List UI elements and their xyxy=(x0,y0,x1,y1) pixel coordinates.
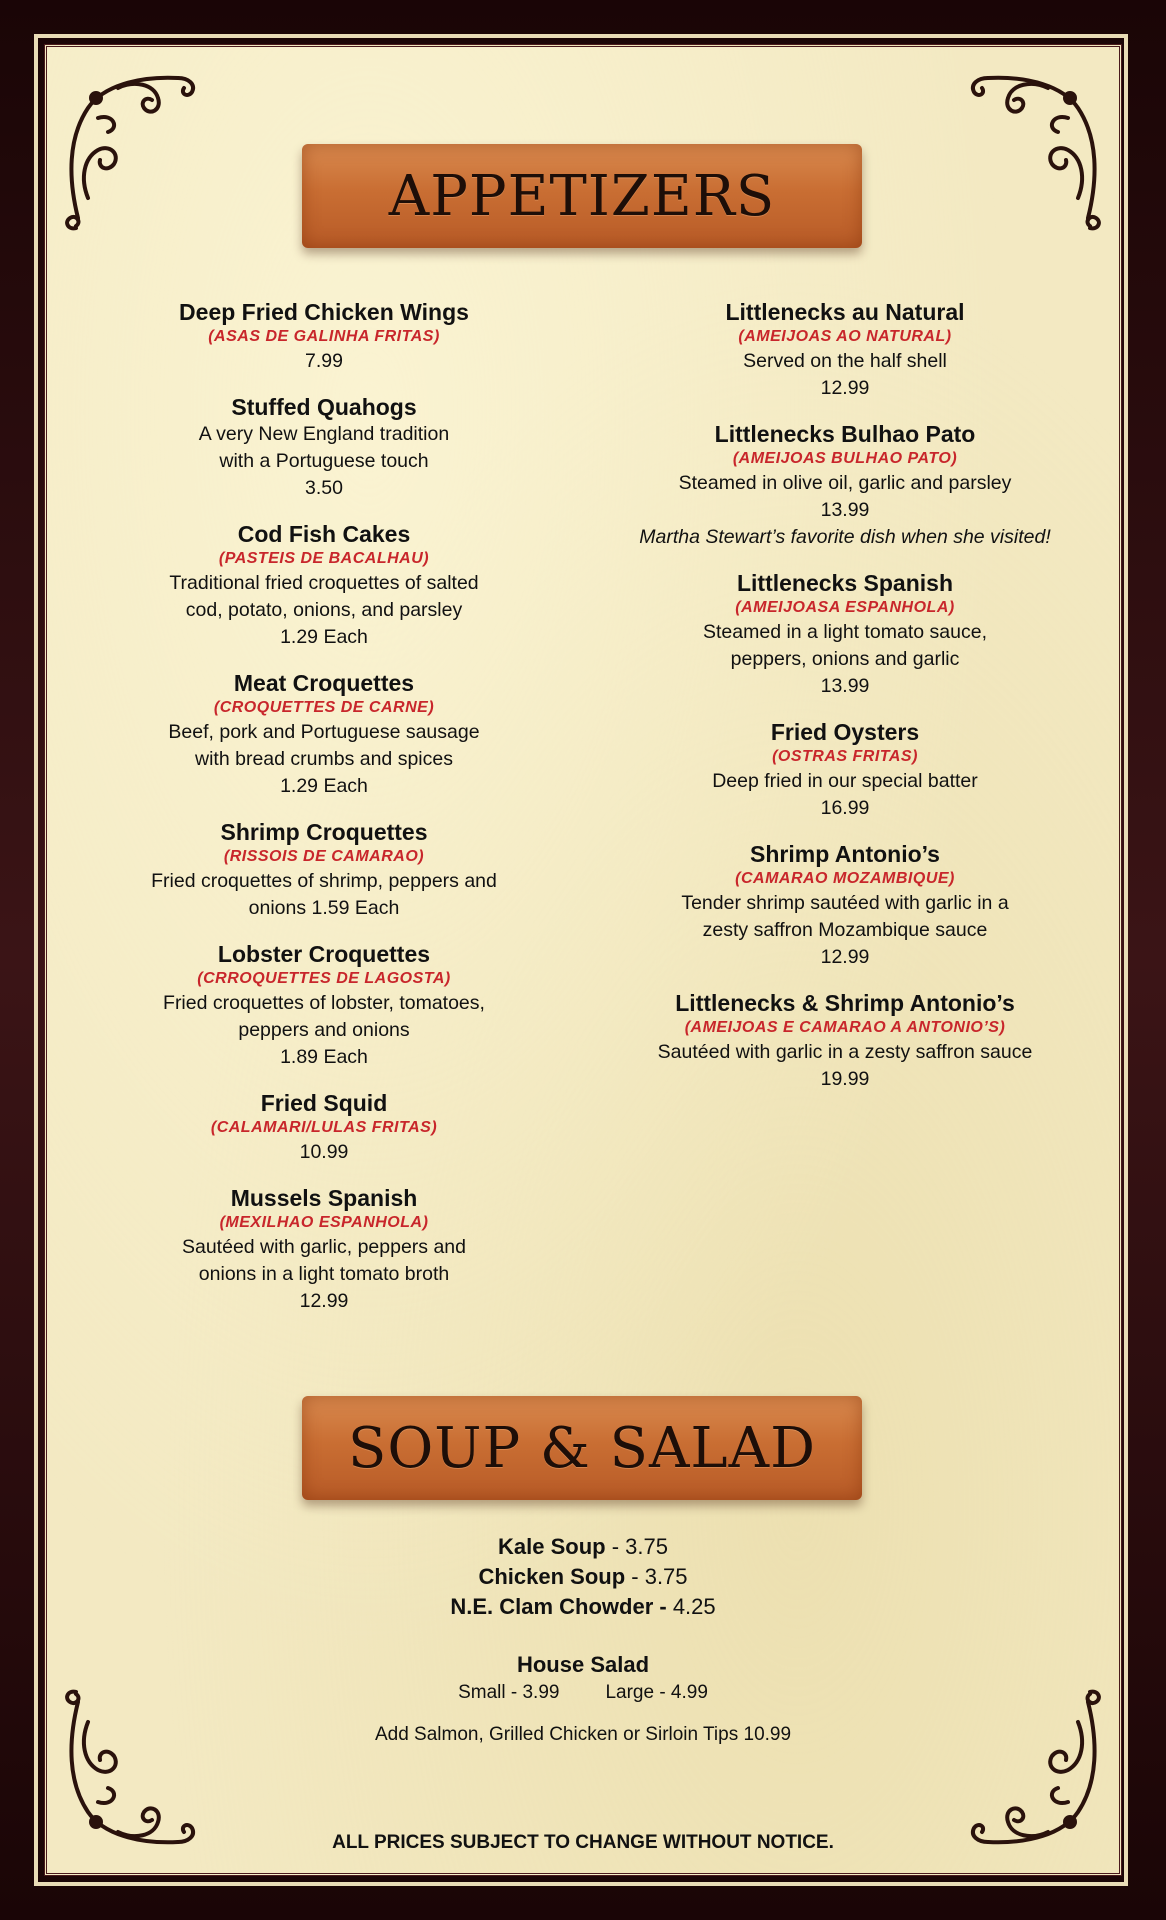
menu-item xyxy=(120,669,528,800)
item-price: 7.99 xyxy=(305,350,343,372)
item-description: with a Portuguese touch xyxy=(219,450,429,472)
item-description: Tender shrimp sautéed with garlic in a xyxy=(681,892,1009,914)
section-title: SOUP & SALAD xyxy=(348,1415,816,1481)
item-portuguese-name: (MEXILHAO ESPANHOLA) xyxy=(219,1214,429,1231)
item-portuguese-name: (CALAMARI/LULAS FRITAS) xyxy=(210,1119,438,1136)
appetizers-banner xyxy=(302,144,862,248)
item-description: Deep fried in our special batter xyxy=(712,770,978,792)
menu-item xyxy=(120,520,528,651)
menu-item xyxy=(120,1089,528,1166)
item-portuguese-name: (OSTRAS FRITAS) xyxy=(772,748,918,765)
menu-item xyxy=(120,940,528,1071)
corner-flourish-icon xyxy=(958,58,1108,238)
item-description: with bread crumbs and spices xyxy=(195,748,453,770)
salad-addon: Add Salmon, Grilled Chicken or Sirloin Tips 10.99 xyxy=(374,1724,792,1745)
item-description: Fried croquettes of lobster, tomatoes, xyxy=(163,992,485,1014)
item-portuguese-name: (AMEIJOASA ESPANHOLA) xyxy=(735,599,955,616)
menu-item xyxy=(600,718,1090,822)
salad-title: House Salad xyxy=(516,1652,650,1677)
salad-small-price: Small - 3.99 xyxy=(458,1682,560,1703)
soup-name: N.E. Clam Chowder - xyxy=(450,1594,667,1619)
item-portuguese-name: (AMEIJOAS BULHAO PATO) xyxy=(732,450,958,467)
item-price: 12.99 xyxy=(820,377,870,399)
item-price: 12.99 xyxy=(299,1290,349,1312)
item-description: Traditional fried croquettes of salted xyxy=(169,572,479,594)
item-description: zesty saffron Mozambique sauce xyxy=(702,919,988,941)
item-price: 3.50 xyxy=(305,477,343,499)
menu-item xyxy=(120,818,528,922)
menu-item xyxy=(600,840,1090,971)
item-description: A very New England tradition xyxy=(198,423,450,445)
menu-item xyxy=(600,989,1090,1093)
item-price: 1.29 Each xyxy=(280,775,368,797)
soup-item xyxy=(120,1562,1046,1592)
soup-salad-banner xyxy=(302,1396,862,1500)
item-description: peppers and onions xyxy=(238,1019,410,1041)
item-portuguese-name: (AMEIJOAS AO NATURAL) xyxy=(738,328,952,345)
salad-sizes xyxy=(120,1680,1046,1706)
item-description: Steamed in a light tomato sauce, xyxy=(703,621,987,643)
menu-item xyxy=(120,1184,528,1315)
menu-item xyxy=(600,298,1090,402)
menu-item xyxy=(120,393,528,502)
item-description: peppers, onions and garlic xyxy=(730,648,960,670)
item-description: Sautéed with garlic, peppers and xyxy=(181,1236,467,1258)
item-name: Littlenecks au Natural xyxy=(725,299,965,325)
item-description: Fried croquettes of shrimp, peppers and xyxy=(151,870,497,892)
item-portuguese-name: (RISSOIS DE CAMARAO) xyxy=(223,848,425,865)
item-price: 1.89 Each xyxy=(280,1046,368,1068)
item-portuguese-name: (PASTEIS DE BACALHAU) xyxy=(218,550,430,567)
soup-item xyxy=(120,1532,1046,1562)
item-price: 19.99 xyxy=(820,1068,870,1090)
menu-item xyxy=(600,420,1090,551)
appetizers-left-column xyxy=(120,298,528,1333)
item-price: 13.99 xyxy=(820,675,870,697)
price-notice: ALL PRICES SUBJECT TO CHANGE WITHOUT NOTICE. xyxy=(332,1832,834,1853)
item-description: cod, potato, onions, and parsley xyxy=(185,599,463,621)
soup-price: - 3.75 xyxy=(605,1534,668,1559)
item-description: Sautéed with garlic in a zesty saffron sauce xyxy=(657,1041,1033,1063)
menu-item xyxy=(600,569,1090,700)
item-name: Lobster Croquettes xyxy=(217,941,431,967)
menu-item xyxy=(120,298,528,375)
item-name: Littlenecks Bulhao Pato xyxy=(714,421,976,447)
item-name: Littlenecks Spanish xyxy=(736,570,953,596)
item-price: 10.99 xyxy=(299,1141,349,1163)
item-name: Cod Fish Cakes xyxy=(237,521,411,547)
item-description: Steamed in olive oil, garlic and parsley xyxy=(678,472,1012,494)
item-portuguese-name: (AMEIJOAS E CAMARAO A ANTONIO’S) xyxy=(684,1019,1006,1036)
item-description: Beef, pork and Portuguese sausage xyxy=(168,721,480,743)
corner-flourish-icon xyxy=(58,58,208,238)
soup-price: 4.25 xyxy=(666,1594,716,1619)
item-portuguese-name: (ASAS DE GALINHA FRITAS) xyxy=(208,328,440,345)
item-name: Meat Croquettes xyxy=(233,670,415,696)
soup-price: - 3.75 xyxy=(625,1564,688,1589)
soup-salad-section xyxy=(120,1532,1046,1748)
item-description: Served on the half shell xyxy=(743,350,947,372)
appetizers-right-column xyxy=(600,298,1090,1111)
soup-item xyxy=(120,1592,1046,1622)
item-price: 12.99 xyxy=(820,946,870,968)
item-price: 13.99 xyxy=(820,499,870,521)
soup-name: Chicken Soup xyxy=(478,1564,626,1589)
soup-name: Kale Soup xyxy=(498,1534,606,1559)
item-note: Martha Stewart’s favorite dish when she visited! xyxy=(639,526,1051,548)
item-description: onions 1.59 Each xyxy=(248,897,400,919)
item-name: Mussels Spanish xyxy=(230,1185,418,1211)
item-name: Shrimp Antonio’s xyxy=(750,841,940,867)
item-description: onions in a light tomato broth xyxy=(198,1263,450,1285)
item-name: Shrimp Croquettes xyxy=(220,819,428,845)
item-price: 1.29 Each xyxy=(280,626,368,648)
item-name: Stuffed Quahogs xyxy=(231,394,417,420)
item-name: Littlenecks & Shrimp Antonio’s xyxy=(675,990,1015,1016)
soup-list xyxy=(120,1532,1046,1622)
salad-large-price: Large - 4.99 xyxy=(605,1682,708,1703)
section-title: APPETIZERS xyxy=(388,163,776,229)
item-name: Fried Oysters xyxy=(770,719,920,745)
item-portuguese-name: (CROQUETTES DE CARNE) xyxy=(213,699,435,716)
item-portuguese-name: (CAMARAO MOZAMBIQUE) xyxy=(735,870,955,887)
item-name: Deep Fried Chicken Wings xyxy=(179,299,469,325)
item-portuguese-name: (CRROQUETTES DE LAGOSTA) xyxy=(197,970,451,987)
item-price: 16.99 xyxy=(820,797,870,819)
item-name: Fried Squid xyxy=(260,1090,388,1116)
